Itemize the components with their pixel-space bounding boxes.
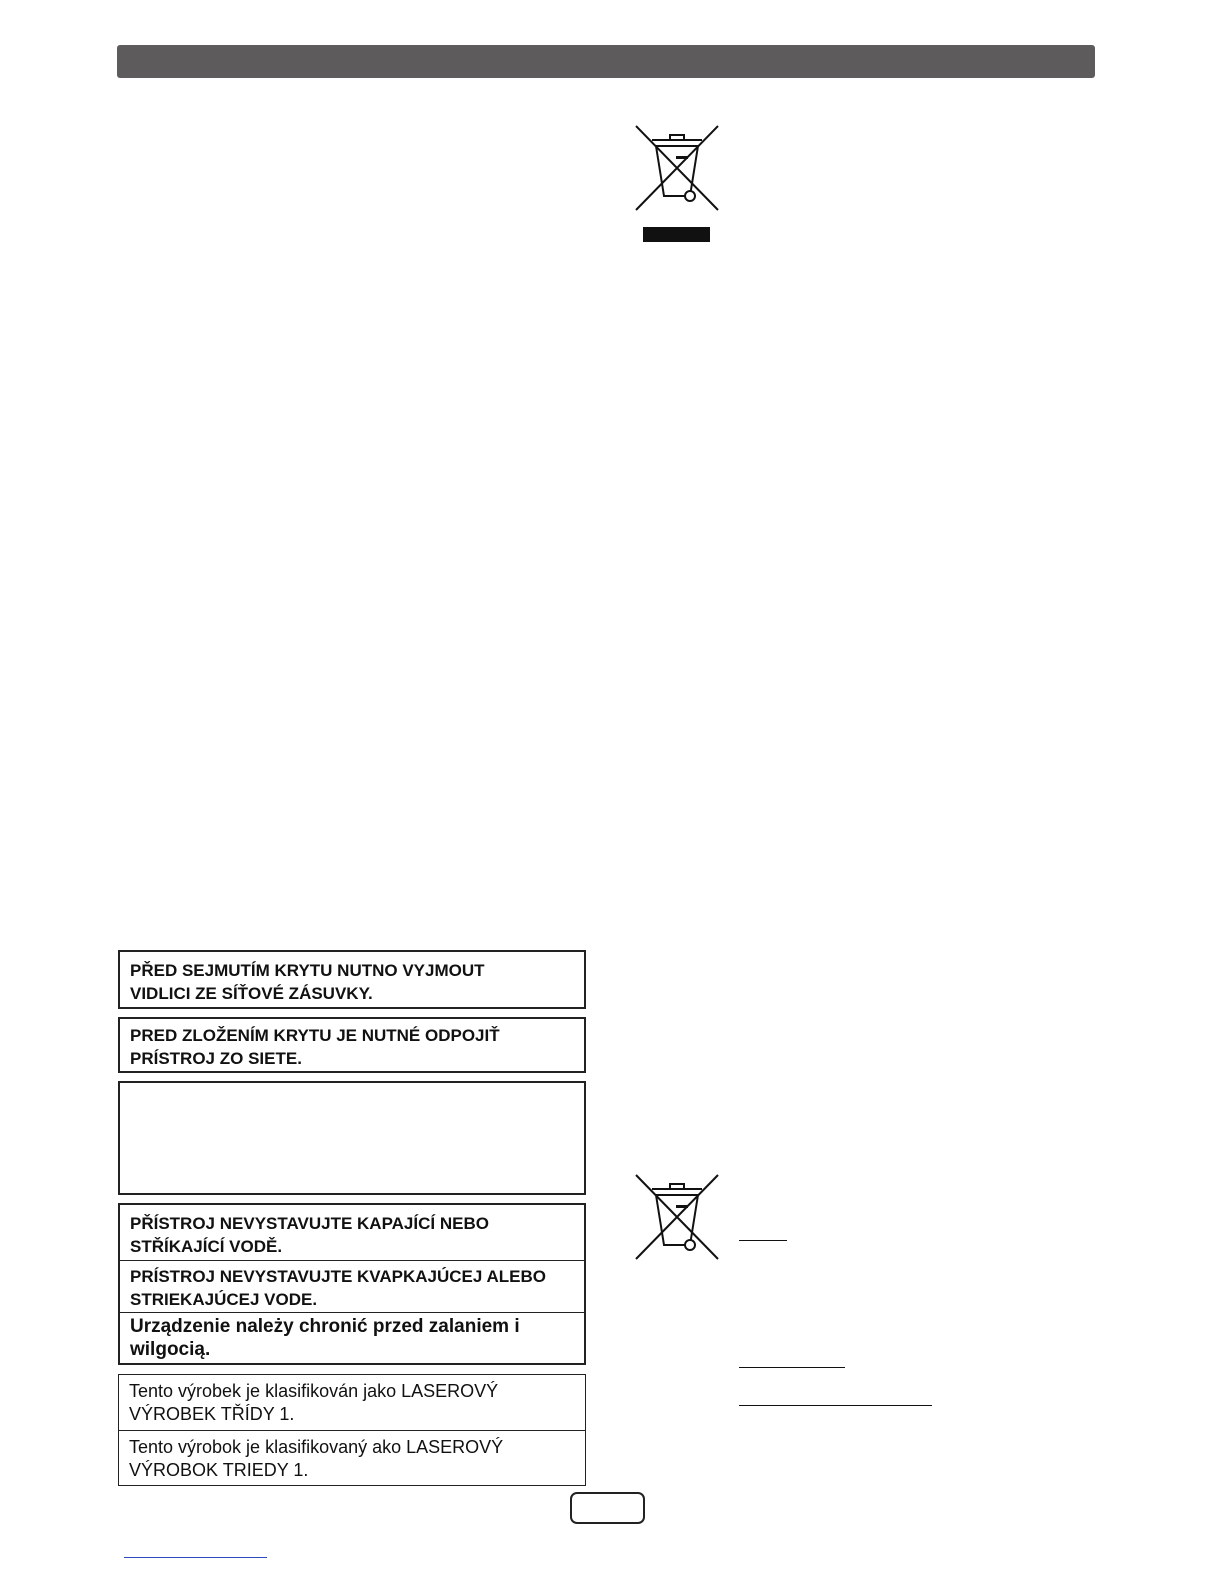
underline-mark xyxy=(739,1367,845,1368)
laser-class-sk xyxy=(119,1430,585,1485)
warning-text: STRIEKAJÚCEJ VODE. xyxy=(130,1290,318,1309)
water-warning-pl xyxy=(120,1312,584,1363)
cover-warning-cz xyxy=(118,950,586,1009)
warning-text: PRED ZLOŽENÍM KRYTU JE NUTNÉ ODPOJIŤ xyxy=(130,1026,500,1045)
weee-marking-bar xyxy=(643,227,710,242)
underline-mark xyxy=(739,1405,932,1406)
empty-warning-box xyxy=(118,1081,586,1195)
warning-text: PŘED SEJMUTÍM KRYTU NUTNO VYJMOUT xyxy=(130,961,485,980)
crossed-out-wheelie-bin-icon xyxy=(634,1173,720,1261)
page-number-box xyxy=(570,1492,645,1524)
warning-text: STŘÍKAJÍCÍ VODĚ. xyxy=(130,1237,283,1256)
section-header-bar xyxy=(117,45,1095,78)
cover-warning-sk xyxy=(118,1017,586,1073)
footer-link-underline[interactable] xyxy=(124,1557,267,1558)
warning-text: PRÍSTROJ NEVYSTAVUJTE KVAPKAJÚCEJ ALEBO xyxy=(130,1267,546,1286)
laser-class-group xyxy=(118,1374,586,1486)
laser-text: Tento výrobok je klasifikovaný ako LASEROVÝ xyxy=(129,1437,504,1457)
crossed-out-wheelie-bin-icon xyxy=(634,124,720,212)
water-warning-group xyxy=(118,1203,586,1365)
laser-text: VÝROBOK TRIEDY 1. xyxy=(129,1460,309,1480)
warning-text: Urządzenie należy chronić przed zalaniem i xyxy=(130,1316,520,1337)
water-warning-sk xyxy=(120,1260,584,1312)
laser-class-cz xyxy=(119,1375,585,1430)
laser-text: Tento výrobek je klasifikován jako LASEROVÝ xyxy=(129,1381,499,1401)
warning-text: wilgocią. xyxy=(130,1339,211,1360)
underline-mark xyxy=(739,1240,787,1241)
laser-text: VÝROBEK TŘÍDY 1. xyxy=(129,1404,295,1424)
warning-text: VIDLICI ZE SÍŤOVÉ ZÁSUVKY. xyxy=(130,984,373,1003)
warning-text: PŘÍSTROJ NEVYSTAVUJTE KAPAJÍCÍ NEBO xyxy=(130,1214,489,1233)
warning-text: PRÍSTROJ ZO SIETE. xyxy=(130,1049,302,1068)
water-warning-cz xyxy=(120,1205,584,1260)
